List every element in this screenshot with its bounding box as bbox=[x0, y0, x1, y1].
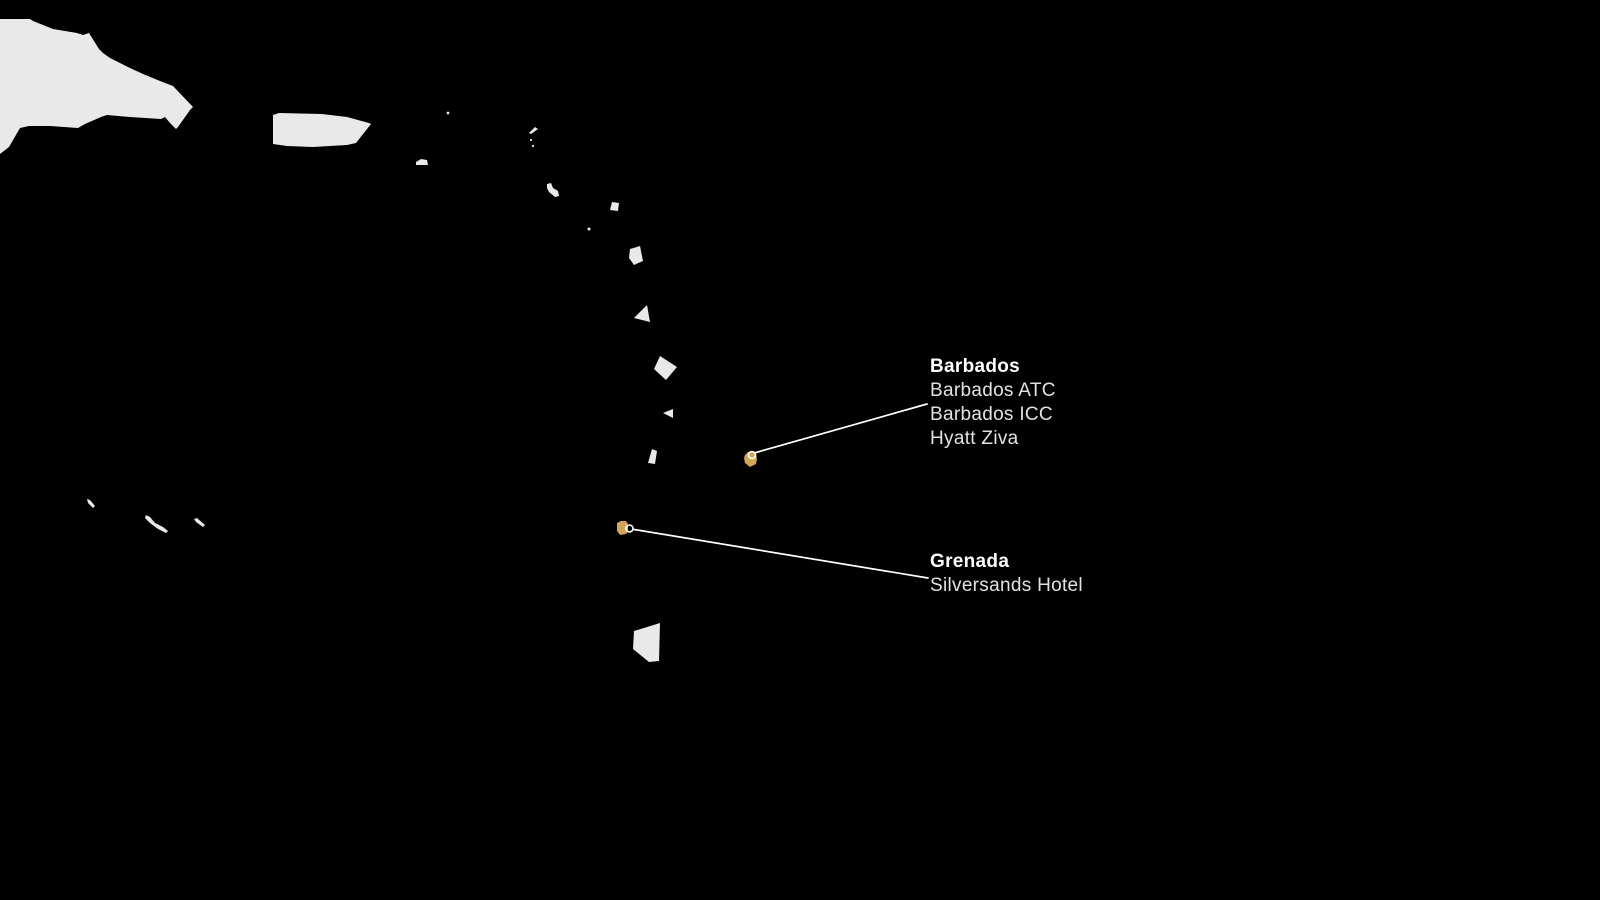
island-st-vincent bbox=[663, 409, 673, 418]
island-st-kitts bbox=[529, 127, 538, 134]
barbados-callout bbox=[930, 355, 1056, 451]
callout-country-name: Barbados bbox=[930, 356, 1021, 377]
island-puerto-rico bbox=[273, 113, 371, 147]
island-guadeloupe bbox=[610, 202, 619, 211]
callout-venue: Barbados ATC bbox=[930, 380, 1056, 401]
island-st-croix bbox=[416, 159, 428, 165]
island-bonaire bbox=[194, 518, 205, 527]
island-dominica bbox=[629, 246, 643, 265]
island-aruba bbox=[87, 499, 95, 508]
grenada-marker[interactable] bbox=[617, 521, 633, 535]
island-bequia bbox=[648, 449, 657, 464]
island-les-saintes bbox=[588, 228, 591, 231]
barbados-marker[interactable] bbox=[744, 451, 757, 467]
island-curacao bbox=[145, 515, 168, 533]
island-martinique bbox=[634, 305, 650, 322]
barbados-leader-line bbox=[756, 404, 927, 453]
island-montserrat bbox=[547, 183, 559, 197]
callout-country-name: Grenada bbox=[930, 551, 1010, 572]
callout-venue: Hyatt Ziva bbox=[930, 428, 1019, 449]
grenada-callout bbox=[930, 550, 1083, 598]
island-hispaniola bbox=[0, 19, 193, 154]
island-st-lucia bbox=[654, 356, 677, 380]
grenada-leader-line bbox=[634, 530, 928, 579]
island-nevis-islet bbox=[532, 145, 534, 147]
callout-venue: Silversands Hotel bbox=[930, 575, 1083, 596]
island-saba bbox=[447, 112, 450, 115]
island-nevis bbox=[530, 139, 532, 141]
island-trinidad bbox=[633, 623, 660, 662]
callout-venue: Barbados ICC bbox=[930, 404, 1053, 425]
